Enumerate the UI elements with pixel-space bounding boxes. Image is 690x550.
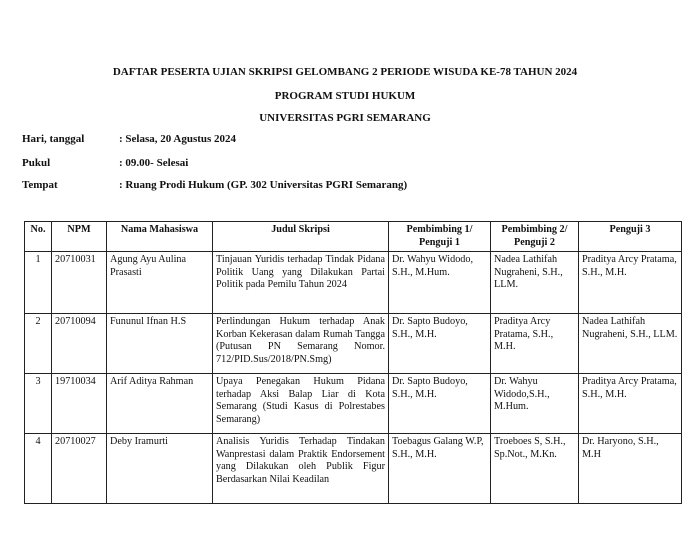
cell-pembimbing-1: Dr. Sapto Budoyo, S.H., M.H.	[389, 374, 491, 434]
cell-nama: Agung Ayu Aulina Prasasti	[107, 252, 213, 314]
cell-pembimbing-1: Dr. Sapto Budoyo, S.H., M.H.	[389, 314, 491, 374]
cell-penguji-3: Nadea Lathifah Nugraheni, S.H., LLM.	[579, 314, 682, 374]
cell-pembimbing-2: Dr. Wahyu Widodo,S.H., M.Hum.	[491, 374, 579, 434]
cell-no: 4	[25, 434, 52, 504]
header-no: No.	[25, 222, 52, 252]
cell-no: 3	[25, 374, 52, 434]
header-npm: NPM	[52, 222, 107, 252]
cell-judul: Upaya Penegakan Hukum Pidana terhadap Aksi Balap Liar di Kota Semarang (Studi Kasus di Polrestabes Semarang)	[213, 374, 389, 434]
document-title: DAFTAR PESERTA UJIAN SKRIPSI GELOMBANG 2 PERIODE WISUDA KE-78 TAHUN 2024	[112, 66, 578, 78]
time-value: : 09.00- Selesai	[119, 157, 189, 169]
header-judul: Judul Skripsi	[213, 222, 389, 252]
cell-nama: Fununul Ifnan H.S	[107, 314, 213, 374]
cell-pembimbing-2: Troeboes S, S.H., Sp.Not., M.Kn.	[491, 434, 579, 504]
university-title: UNIVERSITAS PGRI SEMARANG	[259, 112, 431, 124]
cell-no: 2	[25, 314, 52, 374]
cell-nama: Arif Aditya Rahman	[107, 374, 213, 434]
table-row	[25, 314, 682, 374]
table-row	[25, 434, 682, 504]
cell-judul: Perlindungan Hukum terhadap Anak Korban Kekerasan dalam Rumah Tangga (Putusan PN Semarang Nomor. 712/PID.Sus/2018/PN.Smg)	[213, 314, 389, 374]
table-row	[25, 252, 682, 314]
cell-penguji-3: Dr. Haryono, S.H., M.H	[579, 434, 682, 504]
cell-nama: Deby Iramurti	[107, 434, 213, 504]
program-title: PROGRAM STUDI HUKUM	[274, 90, 416, 102]
time-label: Pukul	[22, 157, 51, 169]
table-row	[25, 374, 682, 434]
table-header-row	[25, 222, 682, 252]
date-label: Hari, tanggal	[22, 133, 85, 145]
cell-no: 1	[25, 252, 52, 314]
cell-pembimbing-1: Toebagus Galang W.P, S.H., M.H.	[389, 434, 491, 504]
cell-pembimbing-2: Praditya Arcy Pratama, S.H., M.H.	[491, 314, 579, 374]
cell-npm: 19710034	[52, 374, 107, 434]
cell-npm: 20710031	[52, 252, 107, 314]
date-value: : Selasa, 20 Agustus 2024	[119, 133, 237, 145]
header-pembimbing-1: Pembimbing 1/ Penguji 1	[389, 222, 491, 252]
place-value: : Ruang Prodi Hukum (GP. 302 Universitas PGRI Semarang)	[119, 179, 408, 191]
cell-penguji-3: Praditya Arcy Pratama, S.H., M.H.	[579, 374, 682, 434]
cell-npm: 20710027	[52, 434, 107, 504]
header-nama: Nama Mahasiswa	[107, 222, 213, 252]
participant-table	[24, 221, 682, 504]
cell-pembimbing-2: Nadea Lathifah Nugraheni, S.H., LLM.	[491, 252, 579, 314]
header-penguji-3: Penguji 3	[579, 222, 682, 252]
place-label: Tempat	[22, 179, 58, 191]
cell-judul: Tinjauan Yuridis terhadap Tindak Pidana Politik Uang yang Dilakukan Partai Politik pada Pemilu Tahun 2024	[213, 252, 389, 314]
cell-judul: Analisis Yuridis Terhadap Tindakan Wanprestasi dalam Praktik Endorsement yang Dilakukan oleh Publik Figur Berdasarkan Nilai Keadilan	[213, 434, 389, 504]
cell-npm: 20710094	[52, 314, 107, 374]
cell-penguji-3: Praditya Arcy Pratama, S.H., M.H.	[579, 252, 682, 314]
cell-pembimbing-1: Dr. Wahyu Widodo, S.H., M.Hum.	[389, 252, 491, 314]
header-pembimbing-2: Pembimbing 2/ Penguji 2	[491, 222, 579, 252]
